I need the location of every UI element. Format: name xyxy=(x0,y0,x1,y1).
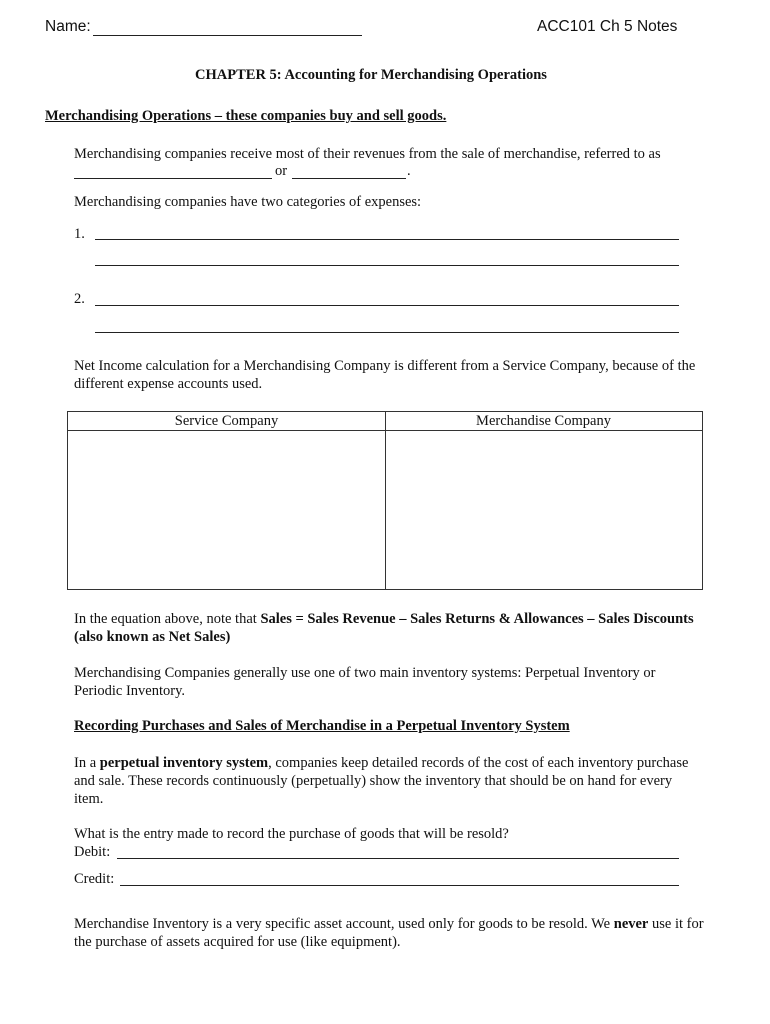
revenue-paragraph-line1: Merchandising companies receive most of their revenues from the sale of merchandise, referred to as xyxy=(74,146,661,162)
course-label: ACC101 Ch 5 Notes xyxy=(537,18,678,35)
never-emphasis: never xyxy=(613,916,649,932)
credit-answer-line[interactable] xyxy=(120,885,679,886)
section-heading-perpetual: Recording Purchases and Sales of Merchandise in a Perpetual Inventory System xyxy=(74,718,570,734)
revenue-blank-1[interactable] xyxy=(74,178,272,179)
service-company-cell[interactable] xyxy=(68,431,385,589)
merchandise-company-cell[interactable] xyxy=(386,431,702,589)
item-1-line-b[interactable] xyxy=(95,265,679,266)
inventory-rest: use it for the purchase of assets acquired for use (like equipment). xyxy=(74,916,704,950)
perpetual-rest: , companies keep detailed records of the cost of each inventory purchase and sale. These records continuously (perpetually) show the inventory that should be on hand for every item. xyxy=(74,755,689,807)
item-2-line-a[interactable] xyxy=(95,305,679,306)
table-header-service-company: Service Company xyxy=(174,413,279,429)
revenue-period: . xyxy=(407,163,411,179)
comparison-table xyxy=(67,411,703,590)
expense-categories-text: Merchandising companies have two categories of expenses: xyxy=(74,194,422,210)
net-sales-equation: Sales = Sales Revenue – Sales Returns & Allowances – Sales Discounts (also known as Net Sales) xyxy=(74,611,694,645)
purchase-entry-question: What is the entry made to record the purchase of goods that will be resold? xyxy=(74,826,509,842)
item-2-line-b[interactable] xyxy=(95,332,679,333)
equation-prefix: In the equation above, note that xyxy=(74,611,261,627)
debit-label: Debit: xyxy=(74,844,111,860)
table-header-merchandise-company: Merchandise Company xyxy=(476,413,611,429)
revenue-blank-2[interactable] xyxy=(292,178,406,179)
credit-label: Credit: xyxy=(74,871,115,887)
net-income-paragraph: Net Income calculation for a Merchandising Company is different from a Service Company, because of the different expense accounts used. xyxy=(74,358,696,392)
item-1-number: 1. xyxy=(74,226,85,242)
merchandise-inventory-paragraph xyxy=(74,915,704,951)
inventory-prefix: Merchandise Inventory is a very specific asset account, used only for goods to be resold. We xyxy=(74,916,614,932)
perpetual-prefix: In a xyxy=(74,755,100,771)
revenue-or: or xyxy=(275,163,288,179)
perpetual-term: perpetual inventory system xyxy=(99,755,269,771)
debit-answer-line[interactable] xyxy=(117,858,679,859)
equation-paragraph xyxy=(74,610,694,646)
item-1-line-a[interactable] xyxy=(95,239,679,240)
chapter-title: CHAPTER 5: Accounting for Merchandising Operations xyxy=(195,67,547,83)
item-2-number: 2. xyxy=(74,291,85,307)
name-label: Name: xyxy=(45,18,91,35)
perpetual-system-paragraph xyxy=(74,754,700,808)
inventory-systems-paragraph: Merchandising Companies generally use one of two main inventory systems: Perpetual Inventory or Periodic Inventory. xyxy=(74,665,656,699)
name-blank-line[interactable] xyxy=(93,35,362,36)
section-heading-merchandising: Merchandising Operations – these companies buy and sell goods. xyxy=(45,108,447,124)
